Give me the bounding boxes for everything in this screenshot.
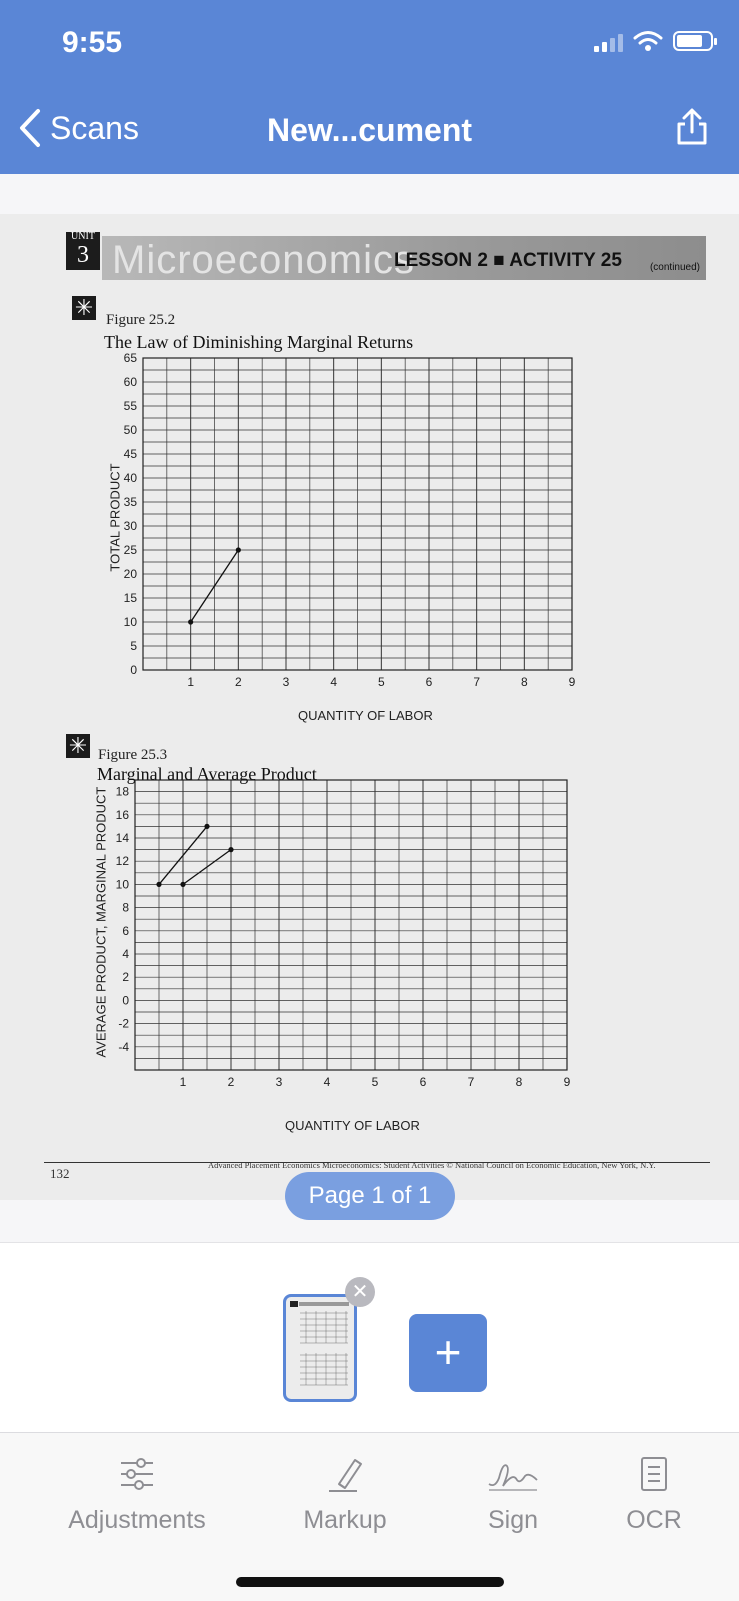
page-indicator: Page 1 of 1 — [285, 1172, 455, 1220]
y-tick-label: 10 — [123, 615, 137, 629]
x-tick-label: 5 — [371, 1075, 379, 1089]
figure-number: Figure 25.2 — [106, 312, 176, 328]
x-tick-label: 8 — [515, 1075, 523, 1089]
y-tick-label: 45 — [123, 447, 137, 461]
x-tick-label: 9 — [563, 1075, 571, 1089]
y-tick-label: 18 — [115, 784, 129, 799]
plus-icon: + — [434, 1326, 462, 1378]
data-point — [228, 847, 233, 852]
figure-title: The Law of Diminishing Marginal Returns — [104, 332, 414, 352]
data-point — [180, 882, 185, 887]
x-tick-label: 3 — [282, 675, 290, 689]
x-tick-label: 1 — [179, 1075, 187, 1089]
add-page-button[interactable] — [409, 1314, 487, 1392]
y-tick-label: 60 — [123, 375, 137, 389]
page-thumbnail[interactable] — [283, 1294, 357, 1402]
y-tick-label: 0 — [122, 993, 129, 1008]
y-tick-label: 55 — [123, 399, 137, 413]
figure-title: Marginal and Average Product — [97, 764, 317, 784]
document-text-icon — [639, 1456, 669, 1492]
y-tick-label: 65 — [123, 351, 137, 365]
course-title: Microeconomics — [112, 238, 415, 282]
figure-star-icon: ✳ — [66, 734, 90, 758]
remove-page-button[interactable] — [345, 1277, 375, 1307]
y-tick-label: 14 — [115, 831, 129, 845]
x-tick-label: 6 — [425, 675, 433, 689]
y-tick-label: 0 — [130, 663, 137, 677]
x-tick-label: 1 — [187, 675, 195, 689]
tab-ocr[interactable] — [569, 1452, 739, 1535]
y-tick-label: 20 — [123, 567, 137, 581]
x-tick-label: 4 — [323, 1075, 331, 1089]
x-tick-label: 7 — [467, 1075, 475, 1089]
y-tick-label: 50 — [123, 423, 137, 437]
unit-number: 3 — [77, 242, 89, 268]
y-tick-label: 5 — [130, 639, 137, 653]
tab-label: Sign — [487, 1506, 539, 1534]
copyright-credit: Advanced Placement Economics Microeconomics: Student Activities © National Council on Economic Education, New York, N.Y. — [208, 1160, 656, 1170]
data-point — [236, 547, 241, 552]
tab-adjustments[interactable] — [52, 1452, 222, 1535]
x-tick-label: 5 — [377, 675, 385, 689]
thumbnail-preview — [286, 1297, 354, 1399]
signature-icon — [485, 1454, 541, 1494]
document-title[interactable]: New...cument — [266, 112, 473, 148]
x-tick-label: 8 — [520, 675, 528, 689]
x-tick-label: 9 — [568, 675, 576, 689]
tab-label: Markup — [303, 1506, 387, 1534]
y-tick-label: 10 — [115, 877, 129, 892]
x-tick-label: 2 — [227, 1075, 235, 1089]
y-tick-label: 16 — [115, 807, 129, 822]
unit-label: UNIT — [71, 231, 95, 242]
home-indicator — [236, 1577, 504, 1587]
y-tick-label: 12 — [115, 854, 129, 869]
tab-label: OCR — [626, 1506, 682, 1534]
y-tick-label: 40 — [123, 471, 137, 485]
tab-markup[interactable] — [260, 1452, 430, 1535]
y-tick-label: 30 — [123, 519, 137, 533]
page-number: 132 — [50, 1166, 70, 1181]
y-tick-label: 2 — [122, 970, 129, 985]
x-tick-label: 7 — [473, 675, 481, 689]
back-label: Scans — [50, 109, 139, 146]
y-tick-label: 8 — [122, 900, 129, 915]
data-point — [204, 824, 209, 829]
continued-label: (continued) — [649, 262, 700, 273]
figure-star-icon: ✳ — [72, 296, 96, 320]
pen-icon — [325, 1454, 365, 1494]
lesson-label: LESSON 2 ■ ACTIVITY 25 — [394, 250, 622, 271]
y-axis-title: TOTAL PRODUCT — [107, 463, 123, 572]
sliders-icon — [119, 1457, 155, 1491]
x-tick-label: 6 — [419, 1075, 427, 1089]
y-tick-label: 4 — [122, 947, 129, 961]
y-tick-label: 6 — [122, 923, 129, 938]
data-point — [156, 882, 161, 887]
x-axis-title: QUANTITY OF LABOR — [285, 1118, 420, 1133]
y-tick-label: 15 — [123, 591, 137, 605]
x-tick-label: 2 — [234, 675, 242, 689]
x-axis-title: QUANTITY OF LABOR — [298, 708, 433, 723]
y-tick-label: 35 — [123, 495, 137, 509]
y-tick-label: -2 — [118, 1016, 129, 1031]
y-tick-label: 25 — [123, 543, 137, 557]
x-tick-label: 4 — [330, 675, 338, 689]
data-point — [188, 619, 193, 624]
x-tick-label: 3 — [275, 1075, 283, 1089]
close-icon: ✕ — [351, 1281, 369, 1303]
y-tick-label: -4 — [118, 1039, 129, 1054]
thumbnail-strip — [0, 1242, 739, 1433]
y-axis-title: AVERAGE PRODUCT, MARGINAL PRODUCT — [93, 786, 109, 1058]
status-time: 9:55 — [62, 26, 123, 59]
figure-number: Figure 25.3 — [98, 747, 168, 763]
tab-label: Adjustments — [68, 1506, 206, 1534]
